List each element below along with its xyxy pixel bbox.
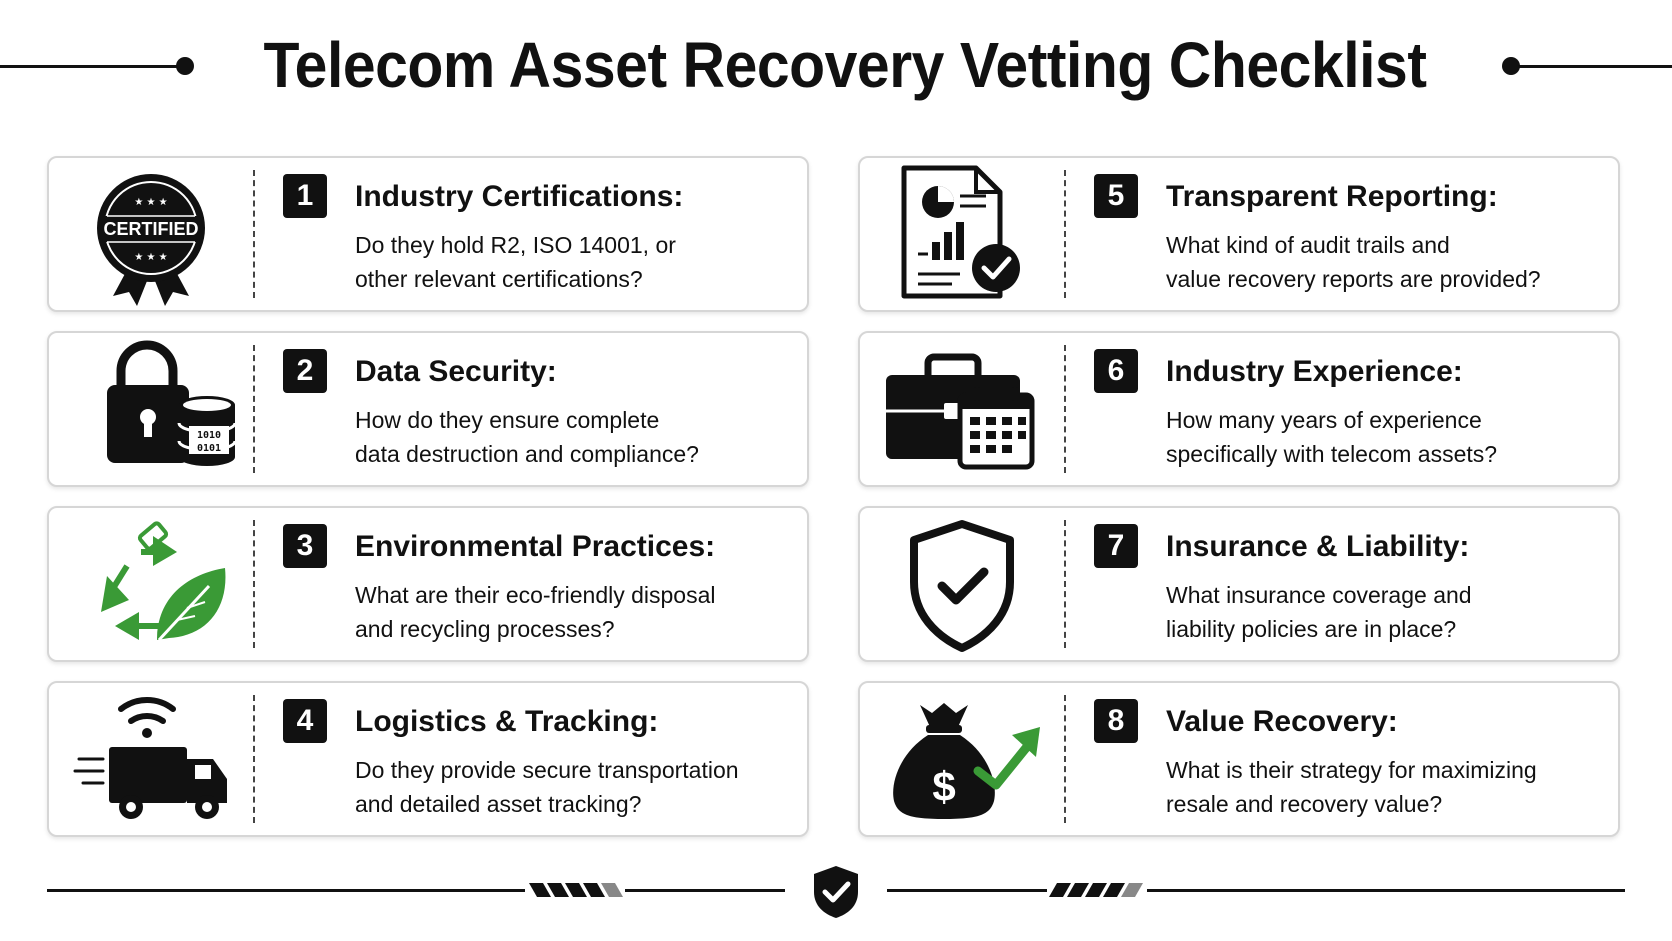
item-heading: Logistics & Tracking: [355,705,659,738]
shield-check-icon [860,508,1064,660]
title-dot-left [176,57,194,75]
title-rule-left [0,65,180,68]
item-description [1166,228,1606,296]
checklist-card-5 [858,156,1620,312]
item-description [355,578,795,646]
item-description-line: data destruction and compliance? [355,441,699,467]
footer-divider [0,860,1672,920]
item-number-badge: 6 [1094,349,1138,393]
delivery-truck-wifi-icon [49,683,253,835]
item-description-line: liability policies are in place? [1166,616,1457,642]
checklist-card-7 [858,506,1620,662]
item-description [355,228,795,296]
item-description-line: How many years of experience [1166,407,1482,433]
item-heading: Value Recovery: [1166,705,1398,738]
item-number-badge: 5 [1094,174,1138,218]
checklist-card-2 [47,331,809,487]
item-description [355,403,795,471]
card-divider [1064,170,1066,298]
item-description [1166,753,1606,821]
checklist-card-1 [47,156,809,312]
card-divider [1064,345,1066,473]
checklist-card-3 [47,506,809,662]
item-description-line: What kind of audit trails and [1166,232,1450,258]
svg-text:CERTIFIED: CERTIFIED [103,219,199,239]
item-description-line: resale and recovery value? [1166,791,1443,817]
money-bag-growth-icon [860,683,1064,835]
svg-text:1010: 1010 [196,430,222,441]
checklist-card-4 [47,681,809,837]
item-description-line: Do they provide secure transportation [355,757,739,783]
item-description-line: How do they ensure complete [355,407,660,433]
item-number-badge: 8 [1094,699,1138,743]
item-number-badge: 2 [283,349,327,393]
item-description [1166,578,1606,646]
card-divider [1064,520,1066,648]
certified-badge-icon [49,158,253,310]
page-title: Telecom Asset Recovery Vetting Checklist [263,29,1427,101]
checklist-card-8 [858,681,1620,837]
footer-rule-left [47,889,525,892]
item-number-badge: 4 [283,699,327,743]
item-description-line: other relevant certifications? [355,266,643,292]
footer-shield-check-icon [810,864,862,920]
item-number-badge: 1 [283,174,327,218]
footer-rule-center-left [625,889,785,892]
item-number-badge: 7 [1094,524,1138,568]
recycle-leaf-icon [49,508,253,660]
item-description-line: Do they hold R2, ISO 14001, or [355,232,676,258]
padlock-database-icon [49,333,253,485]
svg-text:$: $ [932,763,956,810]
item-heading: Insurance & Liability: [1166,530,1470,563]
item-heading: Data Security: [355,355,557,388]
item-heading: Environmental Practices: [355,530,716,563]
item-description [1166,403,1606,471]
footer-stripes-left [525,879,625,901]
item-description-line: specifically with telecom assets? [1166,441,1498,467]
item-number-badge: 3 [283,524,327,568]
title-rule-right [1512,65,1672,68]
item-description-line: What is their strategy for maximizing [1166,757,1537,783]
card-divider [253,695,255,823]
item-heading: Industry Experience: [1166,355,1463,388]
card-divider [1064,695,1066,823]
item-description-line: and detailed asset tracking? [355,791,642,817]
report-document-check-icon [860,158,1064,310]
svg-text:★ ★ ★: ★ ★ ★ [134,252,168,263]
item-description-line: What are their eco-friendly disposal [355,582,716,608]
card-divider [253,520,255,648]
card-divider [253,345,255,473]
item-description [355,753,795,821]
footer-rule-right [1147,889,1625,892]
svg-text:★ ★ ★: ★ ★ ★ [134,197,168,208]
item-heading: Industry Certifications: [355,180,684,213]
footer-stripes-right [1047,879,1147,901]
item-description-line: What insurance coverage and [1166,582,1472,608]
svg-text:0101: 0101 [196,443,222,454]
footer-rule-center-right [887,889,1047,892]
checklist-card-6 [858,331,1620,487]
item-description-line: and recycling processes? [355,616,615,642]
card-divider [253,170,255,298]
briefcase-calendar-icon [860,333,1064,485]
item-description-line: value recovery reports are provided? [1166,266,1541,292]
header [0,0,1672,140]
item-heading: Transparent Reporting: [1166,180,1498,213]
